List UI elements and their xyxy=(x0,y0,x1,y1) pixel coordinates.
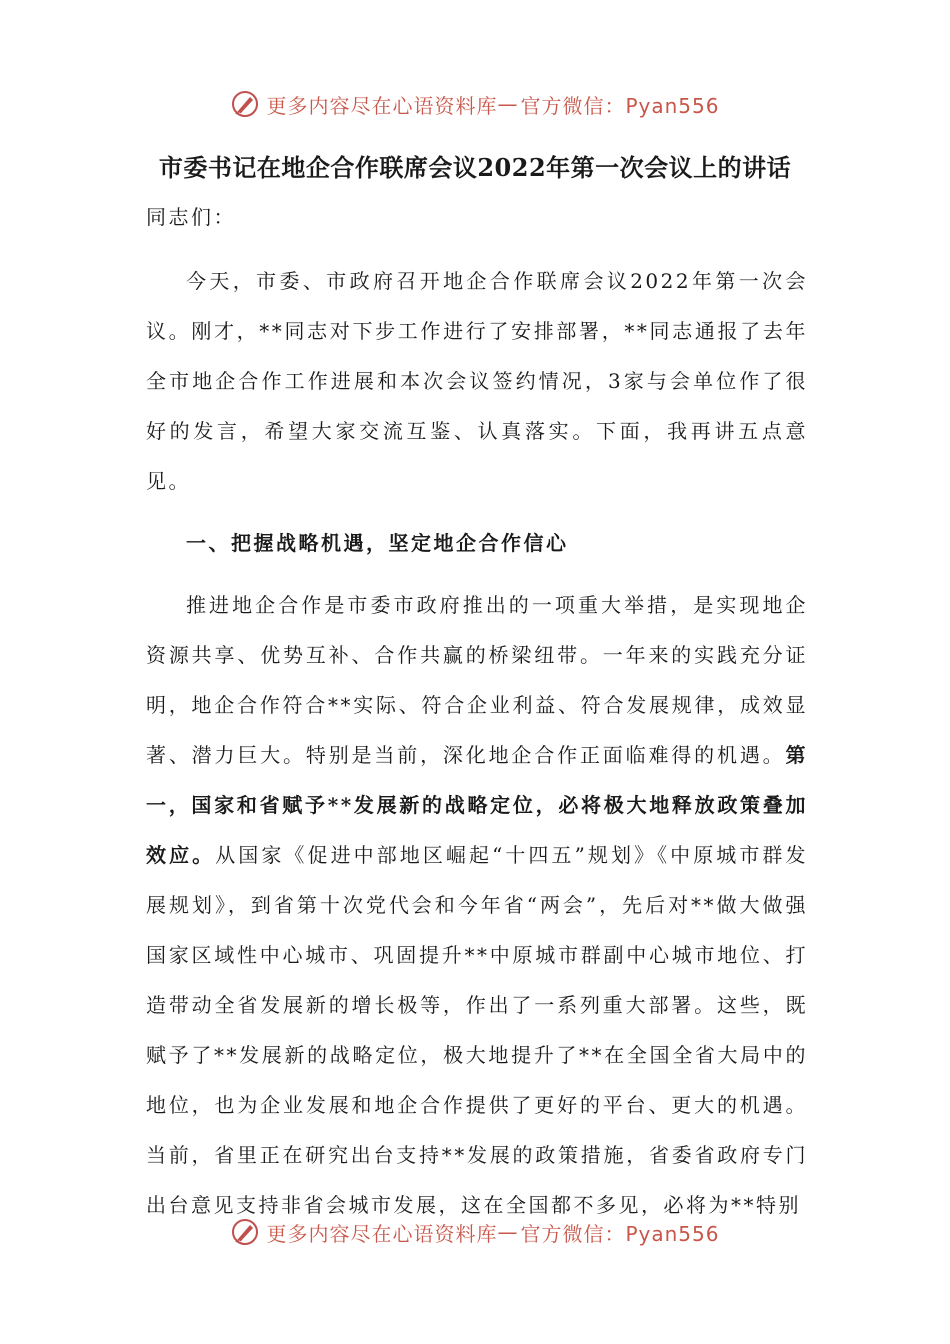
paragraph-bold-point: 第一，国家和省赋予**发展新的战略定位，必将极大地释放政策叠加效应。 xyxy=(146,743,808,867)
document-title: 市委书记在地企合作联席会议2022年第一次会议上的讲话 xyxy=(158,153,792,182)
brush-logo-icon xyxy=(230,89,260,119)
banner-brand-text: 更多内容尽在心语资料库 xyxy=(266,93,498,118)
footer-watermark-banner xyxy=(0,1212,950,1252)
banner-wechat-text: 官方微信：Pyan556 xyxy=(520,93,720,118)
greeting: 同志们： xyxy=(146,205,236,229)
section-heading-1: 一、把握战略机遇，坚定地企合作信心 xyxy=(186,531,569,555)
paragraph-strategic-opportunity xyxy=(146,580,808,1230)
banner-separator: — xyxy=(497,92,519,116)
document-body xyxy=(146,192,808,1230)
brush-logo-icon xyxy=(230,1217,260,1247)
paragraph-lead-text: 推进地企合作是市委市政府推出的一项重大举措，是实现地企资源共享、优势互补、合作共赢的桥梁纽带。一年来的实践充分证明，地企合作符合**实际、符合企业利益、符合发展规律，成效显著、潜力巨大。特别是当前，深化地企合作正面临难得的机遇。 xyxy=(146,593,808,767)
header-watermark-banner xyxy=(0,84,950,124)
banner-separator: — xyxy=(497,1220,519,1244)
banner-wechat-text: 官方微信：Pyan556 xyxy=(520,1221,720,1246)
paragraph-opening: 今天，市委、市政府召开地企合作联席会议2022年第一次会议。刚才，**同志对下步工作进行了安排部署，**同志通报了去年全市地企合作工作进展和本次会议签约情况，3家与会单位作了很好的发言，希望大家交流互鉴、认真落实。下面，我再讲五点意见。 xyxy=(146,269,808,493)
banner-brand-text: 更多内容尽在心语资料库 xyxy=(266,1221,498,1246)
paragraph-rest-text: 从国家《促进中部地区崛起“十四五”规划》《中原城市群发展规划》，到省第十次党代会和今年省“两会”，先后对**做大做强国家区域性中心城市、巩固提升**中原城市群副中心城市地位、打造带动全省发展新的增长极等，作出了一系列重大部署。这些，既赋予了**发展新的战略定位，极大地提升了**在全国全省大局中的地位，也为企业发展和地企合作提供了更好的平台、更大的机遇。当前，省里正在研究出台支持**发展的政策措施，省委省政府专门出台意见支持非省会城市发展，这在全国都不多见，必将为**特别 xyxy=(146,843,809,1217)
